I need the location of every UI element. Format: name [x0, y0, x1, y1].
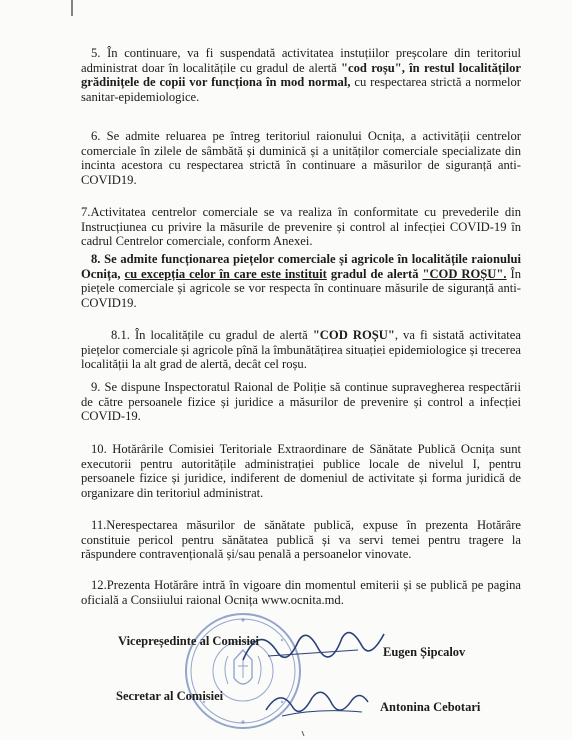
paragraph-8: 8. Se admite funcționarea piețelor comerciale și agricole în localitățile raionului Ocnița, cu excepția celor în care este instituit gradul de alertă "COD ROȘU". În piețele comerciale și agricole se vor respecta în continuare măsurile de siguranță anti-COVID19.	[81, 252, 521, 311]
secretary-title: Secretar al Comisiei	[116, 689, 224, 703]
secretary-name: Antonina Cebotari	[380, 700, 481, 714]
vice-name: Eugen Șipcalov	[383, 645, 466, 659]
paragraph-5: 5. În continuare, va fi suspendată activitatea instuțiilor preșcolare din teritoriul administrat doar în localitățile cu gradul de alertă "cod roșu", în restul localităților grădinițele de copii vor funcționa în mod normal, cu respectarea strictă a normelor sanitar-epidemiologice.	[81, 46, 522, 105]
paragraph-6: 6. Se admite reluarea pe întreg teritoriul raionului Ocnița, a activității centrelor comerciale în zilele de sâmbătă și duminică și a unităților comerciale specializate din incinta acestora cu respectarea strictă în continuare a măsurilor de siguranță anti-COVID19.	[81, 129, 521, 188]
vice-signature	[238, 620, 388, 676]
paragraph-10: 10. Hotărârile Comisiei Teritoriale Extraordinare de Sănătate Publică Ocnița sunt executorii pentru autoritățile administrației publice locale de nivelul I, pentru persoanele fizice și juridice, indiferent de domeniul de activitate și forma juridică de organizare din teritoriul administrat.	[81, 442, 521, 501]
paragraph-12: 12.Prezenta Hotărâre intră în vigoare din momentul emiterii și se publică pe pagina oficială a Consiiului raional Ocnița www.ocnita.md.	[81, 578, 521, 607]
paragraph-11: 11.Nerespectarea măsurilor de sănătate publică, expuse în prezenta Hotărâre constituie pericol pentru sănătatea publică și va servi temei pentru tragere la răspundere contravențională și/sau penală a persoanelor vinovate.	[81, 518, 521, 562]
vice-title: Vicepreședinte al Comisiei	[118, 634, 259, 648]
secretary-signature	[262, 680, 372, 726]
paragraph-9: 9. Se dispune Inspectoratul Raional de Poliție să continue supravegherea respectării de către persoanele fizice și juridice a măsurilor de prevenire și control a infecției COVID-19.	[81, 380, 521, 424]
page-bottom-mark	[300, 730, 308, 738]
paragraph-8-1: 8.1. În localitățile cu gradul de alertă "COD ROȘU", va fi sistată activitatea piețelor comerciale și agricole pînă la îmbunătățirea situației epidemiologice și trecerea localității la alt grad de alertă, decât cel roșu.	[81, 328, 521, 372]
paragraph-7: 7.Activitatea centrelor comerciale se va realiza în conformitate cu prevederile din Instrucțiunea cu privire la măsurile de prevenire și control al infecției COVID-19 în cadrul Centrelor comerciale, conform Anexei.	[81, 205, 521, 249]
page-top-mark	[69, 0, 75, 16]
